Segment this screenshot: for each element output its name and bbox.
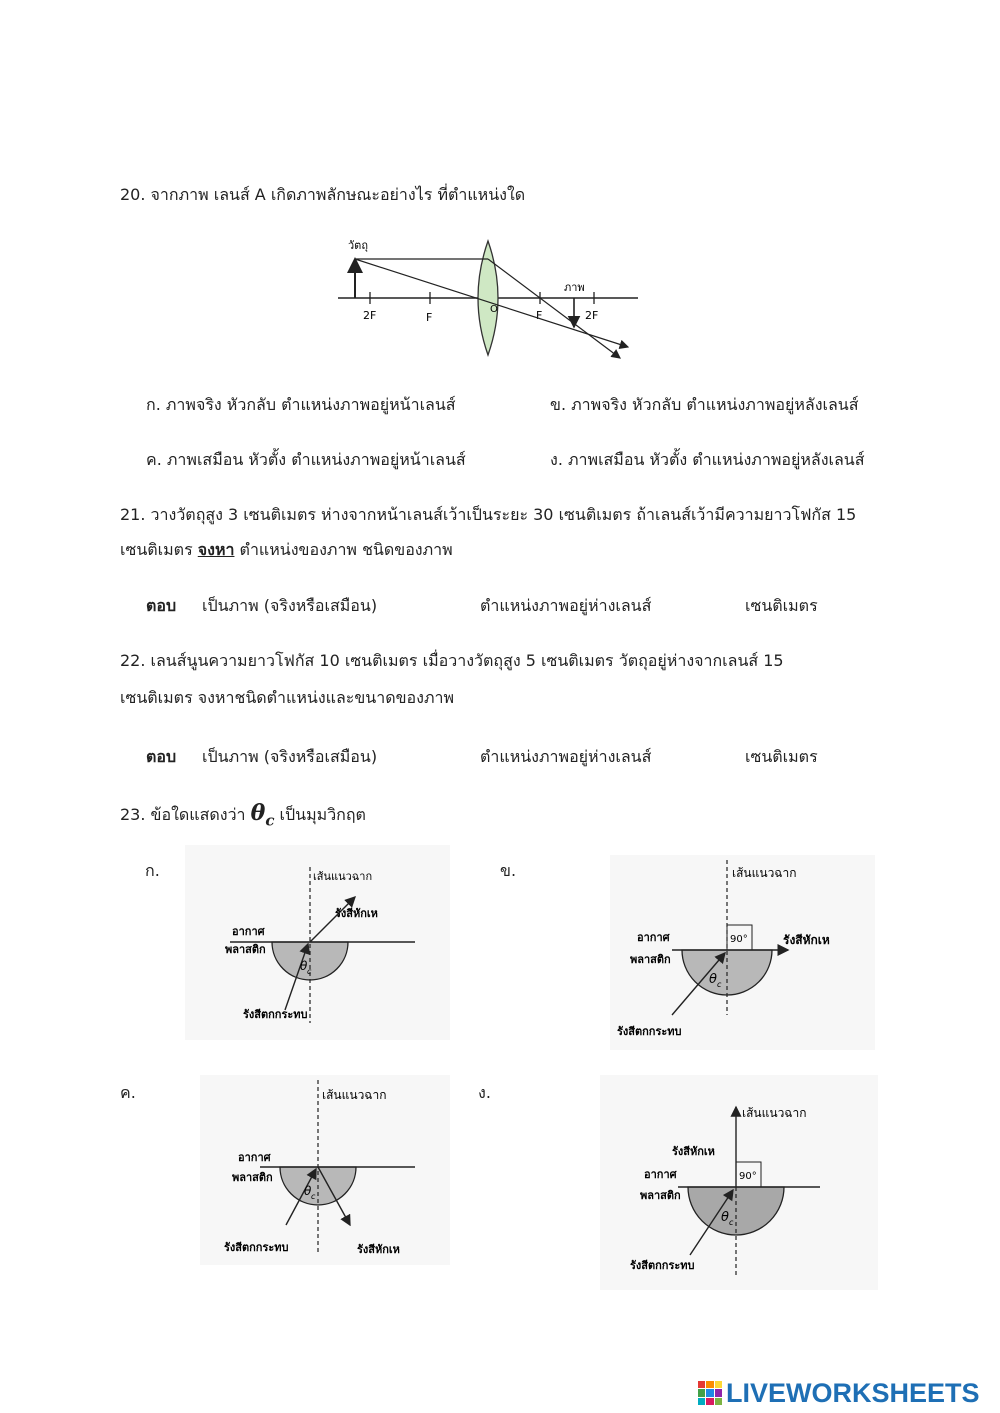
object-label: วัตถุ bbox=[348, 239, 368, 252]
svg-text:เส้นแนวฉาก: เส้นแนวฉาก bbox=[313, 870, 373, 883]
svg-text:รังสีหักเห: รังสีหักเห bbox=[335, 907, 378, 920]
svg-text:พลาสติก: พลาสติก bbox=[630, 953, 671, 966]
svg-text:90°: 90° bbox=[730, 934, 748, 945]
mark-2f-left: 2F bbox=[363, 309, 377, 322]
svg-text:เส้นแนวฉาก: เส้นแนวฉาก bbox=[742, 1106, 807, 1120]
answer-22-position: ตำแหน่งภาพอยู่ห่างเลนส์ bbox=[480, 747, 652, 766]
liveworksheets-logo bbox=[698, 1378, 980, 1408]
svg-text:อากาศ: อากาศ bbox=[238, 1151, 271, 1164]
option-d[interactable]: ง. ภาพเสมือน หัวตั้ง ตำแหน่งภาพอยู่หลังเลนส์ bbox=[550, 450, 865, 469]
svg-text:θ: θ bbox=[300, 959, 308, 973]
svg-text:90°: 90° bbox=[739, 1171, 757, 1182]
svg-text:c: c bbox=[717, 980, 722, 989]
critical-angle-diagram-d[interactable] bbox=[600, 1075, 878, 1290]
find-keyword: จงหา bbox=[197, 540, 235, 559]
critical-angle-diagram-a[interactable] bbox=[185, 845, 450, 1040]
answer-21-position: ตำแหน่งภาพอยู่ห่างเลนส์ bbox=[480, 596, 652, 615]
svg-text:พลาสติก: พลาสติก bbox=[232, 1171, 273, 1184]
question-21-line1: 21. วางวัตถุสูง 3 เซนติเมตร ห่างจากหน้าเลนส์เว้าเป็นระยะ 30 เซนติเมตร ถ้าเลนส์เว้ามีความยาวโฟกัส 15 bbox=[120, 505, 857, 524]
svg-text:c: c bbox=[729, 1218, 734, 1227]
option-a[interactable]: ก. ภาพจริง หัวกลับ ตำแหน่งภาพอยู่หน้าเลนส์ bbox=[146, 395, 456, 414]
svg-text:พลาสติก: พลาสติก bbox=[225, 943, 266, 956]
lens-center-label: O bbox=[490, 304, 498, 315]
option-c[interactable]: ค. ภาพเสมือน หัวตั้ง ตำแหน่งภาพอยู่หน้าเลนส์ bbox=[146, 450, 466, 469]
svg-text:พลาสติก: พลาสติก bbox=[640, 1189, 681, 1202]
svg-text:รังสีหักเห: รังสีหักเห bbox=[357, 1243, 400, 1256]
q23-option-b-label[interactable]: ข. bbox=[500, 861, 517, 880]
svg-text:รังสีตกกระทบ: รังสีตกกระทบ bbox=[630, 1259, 695, 1272]
question-22-line2: เซนติเมตร จงหาชนิดตำแหน่งและขนาดของภาพ bbox=[120, 688, 455, 707]
logo-text: LIVEWORKSHEETS bbox=[726, 1377, 980, 1408]
svg-text:รังสีตกกระทบ: รังสีตกกระทบ bbox=[243, 1008, 308, 1021]
svg-text:อากาศ: อากาศ bbox=[637, 931, 670, 944]
logo-icon bbox=[698, 1381, 722, 1405]
question-23: 23. ข้อใดแสดงว่า $\theta_c$ เป็นมุมวิกฤต bbox=[120, 800, 366, 830]
theta-symbol: $\theta_c$ bbox=[250, 800, 275, 830]
answer-22-unit: เซนติเมตร bbox=[745, 747, 818, 766]
question-20: 20. จากภาพ เลนส์ A เกิดภาพลักษณะอย่างไร ที่ตำแหน่งใด bbox=[120, 185, 526, 204]
svg-text:รังสีหักเห: รังสีหักเห bbox=[672, 1145, 715, 1158]
answer-21-label: ตอบ bbox=[146, 596, 177, 615]
svg-text:θ: θ bbox=[721, 1210, 729, 1225]
svg-text:รังสีตกกระทบ: รังสีตกกระทบ bbox=[224, 1241, 289, 1254]
svg-text:เส้นแนวฉาก: เส้นแนวฉาก bbox=[732, 866, 797, 880]
option-b[interactable]: ข. ภาพจริง หัวกลับ ตำแหน่งภาพอยู่หลังเลนส์ bbox=[550, 395, 859, 414]
critical-angle-diagram-b[interactable] bbox=[610, 855, 875, 1050]
svg-text:θ: θ bbox=[709, 972, 717, 987]
svg-text:c: c bbox=[311, 1192, 316, 1201]
q23-option-d-label[interactable]: ง. bbox=[478, 1083, 491, 1102]
svg-text:อากาศ: อากาศ bbox=[644, 1168, 677, 1181]
lens-ray-diagram bbox=[330, 235, 650, 365]
svg-text:c: c bbox=[307, 967, 312, 976]
svg-text:รังสีตกกระทบ: รังสีตกกระทบ bbox=[617, 1025, 682, 1038]
question-21-line2: เซนติเมตร จงหา ตำแหน่งของภาพ ชนิดของภาพ bbox=[120, 540, 453, 559]
image-label: ภาพ bbox=[564, 281, 585, 294]
q23-option-c-label[interactable]: ค. bbox=[120, 1083, 136, 1102]
critical-angle-diagram-c[interactable] bbox=[200, 1075, 450, 1265]
q23-option-a-label[interactable]: ก. bbox=[145, 861, 160, 880]
svg-text:อากาศ: อากาศ bbox=[232, 925, 265, 938]
answer-22-label: ตอบ bbox=[146, 747, 177, 766]
answer-21-type: เป็นภาพ (จริงหรือเสมือน) bbox=[202, 596, 378, 615]
mark-f-right: F bbox=[536, 309, 543, 322]
svg-text:เส้นแนวฉาก: เส้นแนวฉาก bbox=[322, 1088, 387, 1102]
convex-lens bbox=[478, 241, 498, 355]
svg-text:θ: θ bbox=[304, 1184, 312, 1198]
mark-f-left: F bbox=[426, 311, 433, 324]
question-22-line1: 22. เลนส์นูนความยาวโฟกัส 10 เซนติเมตร เมื่อวางวัตถุสูง 5 เซนติเมตร วัตถุอยู่ห่างจากเลนส์ 15 bbox=[120, 651, 784, 670]
answer-22-type: เป็นภาพ (จริงหรือเสมือน) bbox=[202, 747, 378, 766]
mark-2f-right: 2F bbox=[585, 309, 599, 322]
svg-text:รังสีหักเห: รังสีหักเห bbox=[783, 933, 830, 947]
answer-21-unit: เซนติเมตร bbox=[745, 596, 818, 615]
